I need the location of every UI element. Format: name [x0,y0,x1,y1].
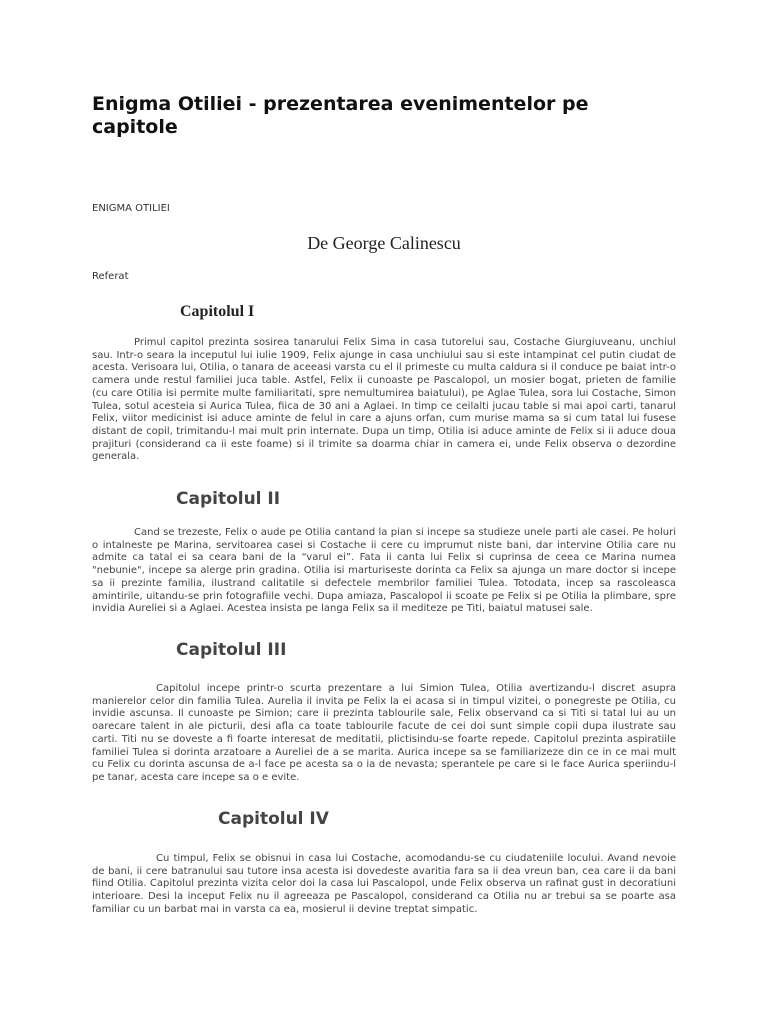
chapter-3-paragraph: Capitolul incepe printr-o scurta prezentare a lui Simion Tulea, Otilia avertizandu-l discret asupra manierelor celor din familia Tulea. Aurelia il invita pe Felix la ei acasa si in timpul vizitei, o ponegreste pe Otilia, cu invidie ascunsa. Il cunoaste pe Simion; care ii prezinta tablourile sale, Felix observand ca si Titi si tatal lui au un oarecare talent in ale picturii, desi afla ca toate tablourile facute de cei doi sunt simple copii dupa ilustrate sau carti. Titi nu se doveste a fi foarte interesat de meditatii, plictisindu-se foarte repede. Capitolul prezinta aspiratiile familiei Tulea si dorinta arzatoare a Aureliei de a se marita. Aurica incepe sa se familiarizeze din ce in ce mai mult cu Felix cu dorinta ascunsa de a-l face pe acesta sa o ia de nevasta; sperantele pe care si le face Aurica speriindu-l pe tanar, acesta care incepe sa o e evite. [92,683,676,783]
chapter-4-heading: Capitolul IV [218,809,329,829]
chapter-1-heading: Capitolul I [180,303,255,320]
chapter-1-paragraph: Primul capitol prezinta sosirea tanarului Felix Sima in casa tutorelui sau, Costache Giurgiuveanu, unchiul sau. Intr-o seara la inceputul lui iulie 1909, Felix ajunge in casa unchiului sau si este intampinat cel putin ciudat de acesta. Verisoara lui, Otilia, o tanara de aceeasi varsta cu el il primeste cu multa caldura si il conduce pe baiat intr-o camera unde restul familiei juca table. Astfel, Felix ii cunoaste pe Pascalopol, un mosier bogat, prieten de familie (cu care Otilia isi permite multe familiaritati, spre nemultumirea baiatului), pe Aglae Tulea, sora lui Costache, Simon Tulea, sotul acesteia si Aurica Tulea, fiica de 30 ani a Aglaei. In timp ce ceilalti jucau table si mai apoi carti, tanarul Felix, viitor medicinist isi aduce aminte de felul in care a ajuns orfan, cum murise mama sa si cum tatal lui fusese distant de copil, trimitandu-l mai mult prin internate. Dupa un timp, Otilia isi aduce aminte de Felix si ii aduce doua prajituri (considerand ca ii este foame) si il trimite sa doarma chiar in camera ei, unde Felix observa o dezordine generala. [92,337,676,463]
document-title: Enigma Otiliei - prezentarea evenimentelor pe capitole [92,93,589,138]
author-line: De George Calinescu [307,233,461,253]
book-label: ENIGMA OTILIEI [92,203,170,214]
chapter-2-heading: Capitolul II [176,489,281,509]
chapter-4-paragraph: Cu timpul, Felix se obisnui in casa lui Costache, acomodandu-se cu ciudateniile locului. Avand nevoie de bani, ii cere batranului sau tutore insa acesta isi dovedeste avaritia fara sa ii dea vreun ban, cea care ii da bani fiind Otilia. Capitolul prezinta vizita celor doi la casa lui Pascalopol, unde Felix observa un rafinat gust in decoratiuni interioare. Desi la inceput Felix nu il agreeaza pe Pascalopol, considerand ca Otilia nu ar trebui sa se poarte asa familiar cu un barbat mai in varsta ca ea, mosierul ii devine treptat simpatic. [92,853,676,915]
chapter-3-heading: Capitolul III [176,640,287,660]
document-type-label: Referat [92,271,129,282]
chapter-2-paragraph: Cand se trezeste, Felix o aude pe Otilia cantand la pian si incepe sa studieze unele parti ale casei. Pe holuri o intalneste pe Marina, servitoarea casei si Costache ii cere cu imprumut niste bani, dar intervine Otilia care nu admite ca tatal ei sa ceara bani de la “varul ei”. Fata ii canta lui Felix si cuprinsa de ceea ce Marina numea "nebunie", incepe sa alerge prin gradina. Otilia isi marturiseste dorinta ca Felix sa ajunga un mare doctor si incepe sa ii prezinte familia, ilustrand calitatile si defectele membrilor familiei Tulea. Totodata, incep sa rascoleasca amintirile, uitandu-se prin fotografiile vechi. Dupa amiaza, Pascalopol ii scoate pe Felix si pe Otilia la plimbare, spre invidia Aureliei si a Aglaei. Acestea insista pe langa Felix sa il mediteze pe Titi, baiatul matusei sale. [92,527,676,615]
